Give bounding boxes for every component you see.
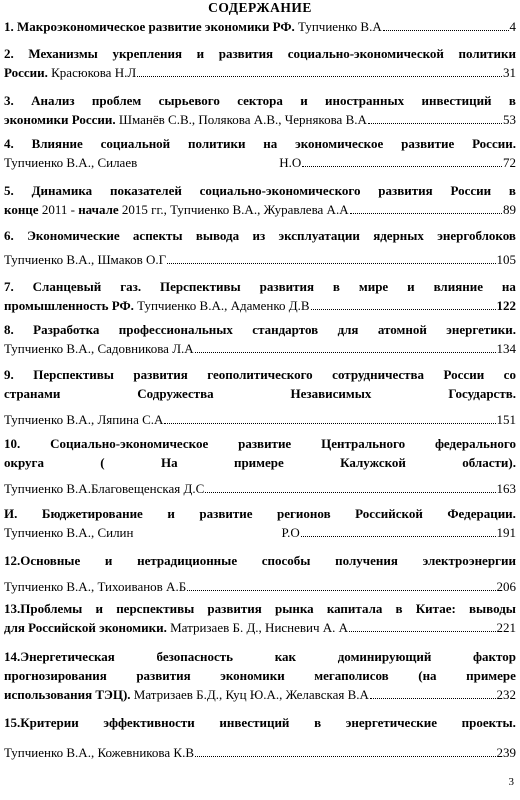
entry-authors: Тупчиенко В.А., Адаменко Д.В (137, 298, 310, 313)
title-word: развития (259, 279, 314, 294)
title-word: мире (358, 279, 389, 294)
title-word: Сланцевый (32, 279, 102, 294)
title-word: и (167, 506, 175, 521)
leader-dots (301, 523, 496, 537)
toc-entry-3[interactable] (4, 91, 516, 129)
title-word: области). (462, 455, 516, 470)
entry-title-line: 2011 - (41, 202, 75, 217)
title-word: и (196, 46, 205, 61)
leader-dots (350, 200, 502, 214)
entry-page: 191 (496, 525, 516, 540)
title-word: 12.Основные (4, 553, 81, 568)
title-word: энергоблоков (437, 228, 516, 243)
title-word: развитие (238, 436, 292, 451)
title-word: 10. (4, 436, 21, 451)
title-word: развитие (199, 506, 253, 521)
title-word: развития (218, 46, 274, 61)
toc-entry-8[interactable] (4, 320, 516, 358)
title-word: эффективности (103, 715, 195, 730)
title-word: И. (4, 506, 18, 521)
entry-authors: Матризаев Б.Д., Куц Ю.А., Желавская В.А (133, 687, 369, 702)
title-word: регионов (277, 506, 331, 521)
title-word: сектора (237, 93, 283, 108)
toc-entry-11[interactable] (4, 504, 516, 542)
title-word: 14.Энергетическая (4, 649, 115, 664)
title-word: Бюджетирование (41, 506, 143, 521)
title-word: экономики (220, 668, 285, 683)
entry-authors: Тупчиенко В.А., Садовникова Л.А (4, 341, 194, 356)
title-word: прогнозирования (4, 668, 107, 683)
title-word: проблем (91, 93, 142, 108)
title-word: инвестиций (219, 715, 290, 730)
title-word: безопасность (156, 649, 234, 664)
entry-title-line (4, 91, 516, 110)
entry-title-line (4, 365, 516, 384)
entry-title-line (4, 181, 516, 200)
toc-entry-9[interactable] (4, 365, 516, 429)
title-word: со (503, 367, 516, 382)
leader-dots (137, 63, 502, 77)
title-word: развития (207, 601, 262, 616)
title-word: ядерных (373, 228, 424, 243)
title-word: энергетические (345, 715, 438, 730)
entry-page: 134 (496, 341, 516, 356)
title-word: 15.Критерии (4, 715, 79, 730)
title-word: показателей (109, 183, 182, 198)
title-word: Китае: (415, 601, 456, 616)
title-word: 5. (4, 183, 14, 198)
entry-authors: Тупчиенко В.А., Силин (4, 525, 134, 540)
title-word: 4. (4, 136, 14, 151)
title-word: в (332, 279, 340, 294)
title-word: развития (136, 668, 191, 683)
title-word: России (450, 183, 492, 198)
entry-authors: Тупчиенко В.А., Журавлева А.А (170, 202, 349, 217)
title-word: Содружества (137, 386, 214, 401)
entry-page: 105 (496, 252, 516, 267)
title-word: мегаполисов (314, 668, 389, 683)
entry-page: 31 (503, 65, 516, 80)
title-word: и (407, 279, 415, 294)
title-word: примере (233, 455, 284, 470)
title-word: на (263, 136, 278, 151)
title-word: проекты. (461, 715, 516, 730)
title-word: Экономические (27, 228, 120, 243)
toc-entry-1[interactable] (4, 17, 516, 36)
title-word: развития (133, 367, 188, 382)
title-word: аспекты (132, 228, 183, 243)
title-word: Государств. (448, 386, 516, 401)
entry-title-line: для Российской экономики. (4, 620, 167, 635)
entry-authors: Тупчиенко В.А., Шмаков О.Г (4, 252, 167, 267)
title-word: и (300, 93, 308, 108)
entry-authors: Р.О (281, 525, 300, 540)
title-word: эксплуатации (278, 228, 360, 243)
leader-dots (205, 479, 495, 493)
title-word: из (252, 228, 266, 243)
title-word: странами (4, 386, 61, 401)
title-word: Влияние (31, 136, 83, 151)
entry-title-line (4, 713, 516, 732)
title-word: округа (4, 455, 44, 470)
title-word: социальной (100, 136, 171, 151)
title-word: инвестиций (421, 93, 492, 108)
title-word: Анализ (31, 93, 75, 108)
title-word: укрепления (112, 46, 182, 61)
entry-title-line: конце (4, 202, 39, 217)
title-word: атомной (377, 322, 427, 337)
entry-title-line: промышленность РФ. (4, 298, 134, 313)
title-word: Перспективы (160, 279, 241, 294)
title-word: рынка (274, 601, 314, 616)
leader-dots (167, 250, 495, 264)
title-word: 8. (4, 322, 14, 337)
title-word: в (508, 183, 516, 198)
toc-entry-7[interactable] (4, 277, 516, 315)
title-word: Калужской (340, 455, 406, 470)
entry-authors: Красюкова Н.Л (51, 65, 137, 80)
title-word: стандартов (252, 322, 319, 337)
entry-page: 206 (496, 579, 516, 594)
title-word: влияние (433, 279, 483, 294)
title-word: федерального (434, 436, 516, 451)
title-word: энергетики. (446, 322, 516, 337)
title-word: вывода (195, 228, 240, 243)
entry-page: 151 (496, 412, 516, 427)
toc-entry-6[interactable] (4, 226, 516, 269)
title-word: На (160, 455, 178, 470)
title-word: перспективы (116, 601, 195, 616)
entry-page: 122 (496, 298, 516, 313)
title-word: газ. (120, 279, 142, 294)
leader-dots (349, 618, 495, 632)
leader-dots (195, 339, 496, 353)
entry-page: 221 (496, 620, 516, 635)
entry-authors: Тупчиенко В.А., Силаев (4, 155, 138, 170)
leader-dots (370, 685, 496, 699)
leader-dots (368, 110, 502, 124)
title-word: социально-экономического (199, 183, 361, 198)
title-word: для (337, 322, 359, 337)
title-word: политики (458, 46, 516, 61)
entry-title-line (4, 134, 516, 153)
entry-authors: Тупчиенко В.А., Кожевникова К.В (4, 745, 195, 760)
title-word: выводы (468, 601, 516, 616)
entry-page: 232 (496, 687, 516, 702)
leader-dots (311, 296, 496, 310)
entry-authors: Тупчиенко В.А., Тихоиванов А.Б (4, 579, 187, 594)
title-word: развитие (401, 136, 455, 151)
title-word: примере (466, 668, 516, 683)
entry-page: 53 (503, 112, 516, 127)
entry-title-line: экономики России. (4, 112, 116, 127)
title-word: как (274, 649, 297, 664)
entry-page: 89 (503, 202, 516, 217)
title-word: Российской (355, 506, 423, 521)
title-word: 13.Проблемы (4, 601, 83, 616)
entry-title-line (4, 320, 516, 339)
entry-page: 4 (509, 19, 516, 34)
entry-title-line (4, 453, 516, 472)
leader-dots (383, 17, 509, 31)
title-word: России (443, 367, 485, 382)
title-word: доминирующий (337, 649, 432, 664)
title-word: развития (378, 183, 433, 198)
title-word: ( (100, 455, 105, 470)
title-word: 7. (4, 279, 14, 294)
toc-entry-2[interactable] (4, 44, 516, 82)
title-word: способы (261, 553, 311, 568)
title-word: 2. (4, 46, 14, 61)
leader-dots (187, 577, 495, 591)
title-word: экономическое (295, 136, 384, 151)
title-word: политики (188, 136, 246, 151)
title-word: профессиональных (118, 322, 233, 337)
title-word: фактор (473, 649, 516, 664)
toc-entry-15[interactable] (4, 713, 516, 762)
toc-entry-5[interactable] (4, 181, 516, 219)
title-word: нетрадиционные (137, 553, 238, 568)
entry-title-line (4, 277, 516, 296)
entry-authors: Матризаев Б. Д., Нисневич А. А (170, 620, 349, 635)
title-word: 3. (4, 93, 14, 108)
title-word: 9. (4, 367, 14, 382)
title-word: сотрудничества (332, 367, 425, 382)
entry-title-line (4, 384, 516, 403)
page-number: 3 (508, 776, 514, 788)
entry-page: 239 (496, 745, 516, 760)
entry-title-line: 2015 гг., (121, 202, 167, 217)
title-word: (на (418, 668, 437, 683)
entry-title-line (4, 647, 516, 666)
entry-title: 1. Макроэкономическое развитие экономики РФ. (4, 19, 295, 34)
title-word: Федерации. (447, 506, 516, 521)
leader-dots (164, 410, 495, 424)
entry-authors: Тупчиенко В.А (298, 19, 382, 34)
title-word: в (395, 601, 403, 616)
toc-entry-14[interactable] (4, 647, 516, 704)
entry-title-line (4, 434, 516, 453)
title-word: Социально-экономическое (50, 436, 209, 451)
title-word: Динамика (31, 183, 93, 198)
title-word: в (314, 715, 322, 730)
title-word: иностранных (325, 93, 405, 108)
entry-authors: Н.О (279, 155, 302, 170)
title-word: 6. (4, 228, 14, 243)
entry-page: 163 (496, 481, 516, 496)
leader-dots (302, 153, 502, 167)
title-word: электроэнергии (422, 553, 516, 568)
entry-title-line (4, 44, 516, 63)
title-word: Разработка (33, 322, 100, 337)
entry-authors: Тупчиенко В.А.Благовещенская Д.С (4, 481, 205, 496)
title-word: в (508, 93, 516, 108)
title-word: Центрального (321, 436, 406, 451)
title-word: Механизмы (28, 46, 98, 61)
entry-title-line: России. (4, 65, 48, 80)
title-word: Перспективы (33, 367, 114, 382)
entry-authors: Тупчиенко В.А., Ляпина С.А (4, 412, 164, 427)
title-word: России. (472, 136, 516, 151)
entry-title-line (4, 226, 516, 245)
toc-entry-4[interactable] (4, 134, 516, 172)
title-word: геополитического (207, 367, 313, 382)
title-word: Независимых (290, 386, 372, 401)
entry-title-line: начале (78, 202, 119, 217)
title-word: сырьевого (158, 93, 220, 108)
title-word: на (501, 279, 516, 294)
entry-page: 72 (503, 155, 516, 170)
leader-dots (195, 743, 495, 757)
entry-title-line: использования ТЭЦ). (4, 687, 131, 702)
entry-title-line (4, 551, 516, 570)
toc-entry-12[interactable] (4, 551, 516, 596)
title-word: и (104, 553, 113, 568)
entry-title-line (4, 504, 516, 523)
entry-authors: Шманёв С.В., Полякова А.В., Чернякова В.А (118, 112, 367, 127)
title-word: и (95, 601, 104, 616)
entry-title-line (4, 666, 516, 685)
title-word: получения (335, 553, 398, 568)
toc-entry-10[interactable] (4, 434, 516, 498)
toc-entry-13[interactable] (4, 599, 516, 637)
entry-title-line (4, 599, 516, 618)
title-word: капитала (326, 601, 383, 616)
toc-heading: СОДЕРЖАНИЕ (208, 0, 312, 15)
title-word: социально-экономической (287, 46, 444, 61)
